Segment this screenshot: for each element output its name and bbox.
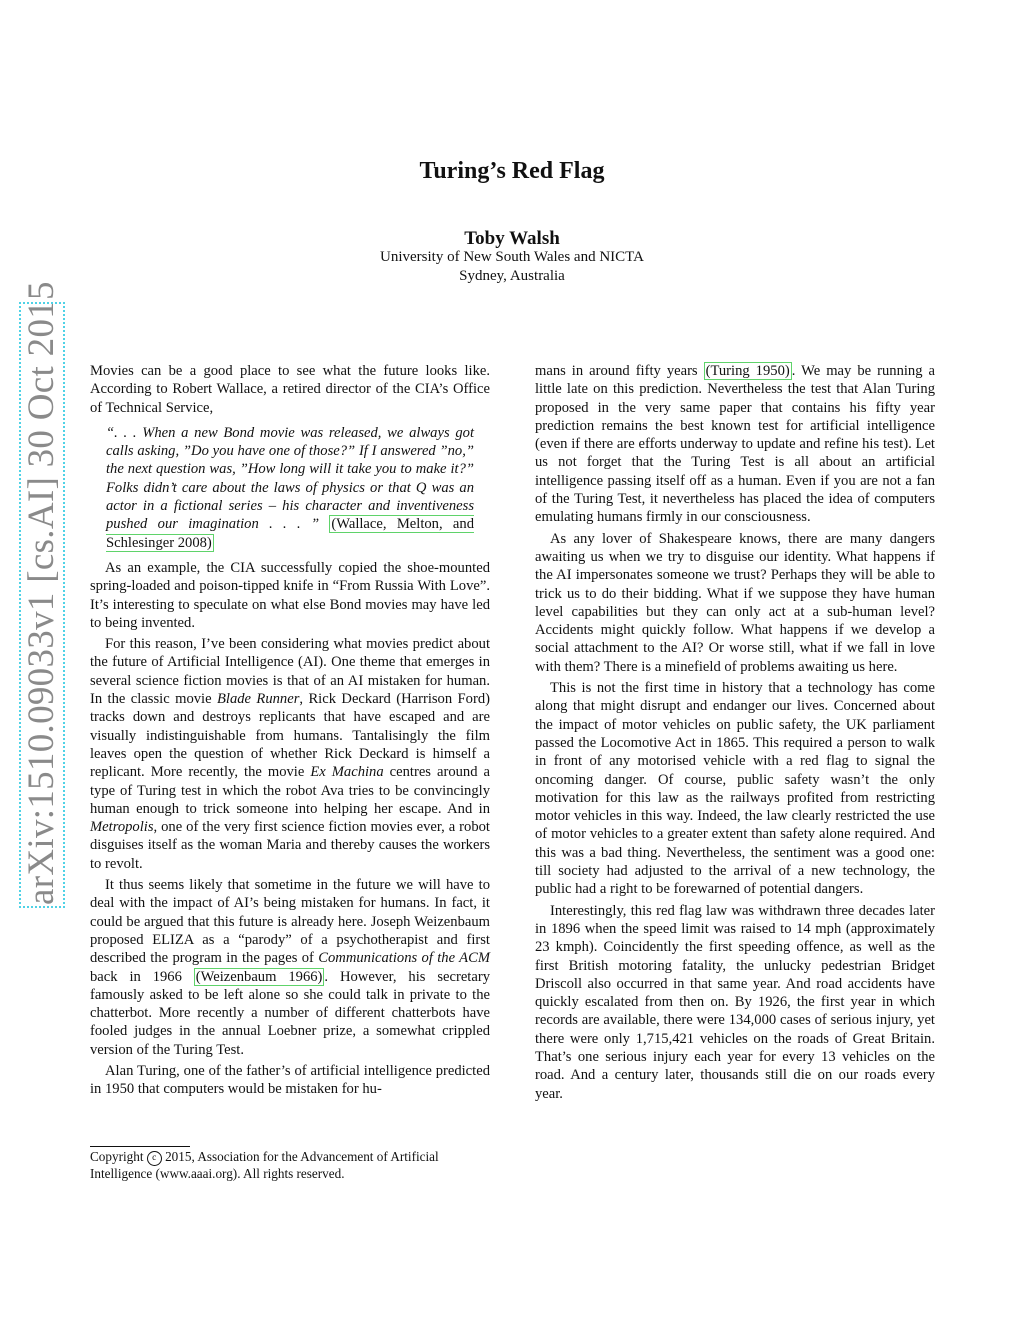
right-column bbox=[535, 362, 935, 1106]
paragraph: Interestingly, this red flag law was withdrawn three decades later in 1896 when the speed limit was raised to 14 mph (approximately 23 kmph). Coincidently the first speeding offence, as well as the first British motoring fatality, the unlucky pedestrian Bridget Driscoll also occurred in that same year. And road accidents have quickly escalated from then on. By 1926, the first year in which records are available, there were 134,000 cases of serious injury, yet there were only 1,715,421 vehicles on the roads of Great Britain. That’s one serious injury each year for every 13 vehicles on the road. And a century later, thousands still die on our roads every year. bbox=[535, 902, 935, 1102]
paragraph bbox=[535, 362, 935, 527]
author-name: Toby Walsh bbox=[464, 228, 560, 249]
footnote-rule bbox=[90, 1146, 190, 1147]
paper-title: Turing’s Red Flag bbox=[419, 158, 605, 184]
text-span: 2015, Association for the Advancement of Artificial Intelligence (www.aaai.org). All rights reserved. bbox=[90, 1149, 439, 1181]
film-title: Ex Machina bbox=[310, 764, 384, 781]
text-span: . We may be running a little late on this prediction. Nevertheless the test that Alan Turing proposed in the very same paper that contains his fifty year prediction remains the best known test for artificial intelligence (even if there are efforts underway to update and refine his test). Let us not forget that the Turing Test is all about an artificial intelligence passing itself off as a human. Even if you are not a fan of the Turing Test, it nevertheless has placed the idea of computers emulating humans firmly in our consciousness. bbox=[535, 363, 935, 526]
text-span: , one of the very first science fiction movies ever, a robot disguises itself as the woman Maria and thereby causes the workers to revolt. bbox=[90, 819, 490, 872]
text-span: It thus seems likely that sometime in the future we will have to deal with the impact of AI’s being mistaken for humans. In fact, it could be argued that this future is already here. Joseph Weizenbaum proposed ELIZA as a “parody” of a psychotherapist and first described the program in the pages of bbox=[90, 877, 490, 967]
text-span: Copyright bbox=[90, 1149, 147, 1164]
film-title: Blade Runner bbox=[216, 691, 300, 708]
paragraph: This is not the first time in history that a technology has come along that might disrupt and endanger our lives. Concerned about the impact of motor vehicles on public safety, the UK parliament passed the Locomotive Act in 1865. This required a person to walk in front of any motorised vehicle with a red flag to signal the oncoming danger. Of course, public safety wasn’t the only motivation for this law as the railways profited from restricting motor vehicles in this way. Indeed, the law clearly restricted the use of motor vehicles to a greater extent than safety alone required. And this was a bad thing. Nevertheless, the sentiment was a good one: till society had adjusted to the arrival of a new technology, the public had a right to be forewarned of potential dangers. bbox=[535, 680, 935, 898]
paragraph: As any lover of Shakespeare knows, there are many dangers awaiting us when we try to disguise our identity. What happens if the AI impersonates someone we trust? Perhaps they will be able to trick us to do their bidding. What if we suppose they have human level capabilities but they can only act at a sub-human level? Accidents might quickly follow. What happens if we develop a social attachment to the AI? Or worse still, what if we fall in love with them? There is a minefield of problems awaiting us here. bbox=[535, 530, 935, 675]
text-span: . However, his secretary famously asked to be left alone so she could talk in private to the chatterbot. More recently a number of different chatterbots have fooled judges in the annual Loebner prize, a somewhat crippled version of the Turing Test. bbox=[90, 968, 490, 1058]
paragraph: As an example, the CIA successfully copied the shoe-mounted spring-loaded and poison-tipped knife in “From Russia With Love”. It’s interesting to speculate on what else Bond movies may have led to being invented. bbox=[90, 559, 490, 631]
block-quote bbox=[106, 424, 474, 552]
left-column bbox=[90, 362, 490, 1102]
text-span: centres around a type of Turing test in which the robot Ava tries to be convincingly human enough to trick someone into helping her escape. And in bbox=[90, 764, 490, 817]
affiliation-line-1: University of New South Wales and NICTA bbox=[380, 249, 644, 265]
citation-link[interactable]: (Wallace, Melton, and Schlesinger 2008) bbox=[106, 516, 474, 551]
text-span: , Rick Deckard (Harrison Ford) tracks down and destroys replicants that have escaped and are visually indistinguishable from humans. Tantalisingly the film leaves open the question of whether Rick Deckard is himself a replicant. More recently, the movie bbox=[90, 691, 490, 781]
film-title: Metropolis bbox=[90, 819, 154, 836]
text-span: back in 1966 bbox=[90, 968, 194, 985]
citation-link[interactable]: (Weizenbaum 1966) bbox=[195, 968, 323, 985]
affiliation-line-2: Sydney, Australia bbox=[459, 268, 565, 284]
text-span: mans in around fifty years bbox=[535, 363, 704, 379]
quote-text: “. . . When a new Bond movie was released, we always got calls asking, ”Do you have one of those?” If I answered ”no,” the next question was, ”How long will it take you to make it?” Folks didn’t care about the laws of physics or that Q was an actor in a fictional series – his character and inventiveness pushed our imagination . . . ” bbox=[106, 424, 474, 533]
paragraph bbox=[90, 635, 490, 873]
copyright-symbol: c bbox=[147, 1151, 162, 1166]
copyright-footnote bbox=[90, 1146, 490, 1183]
journal-title: Communications of the ACM bbox=[318, 950, 490, 967]
citation-link[interactable]: (Turing 1950) bbox=[705, 363, 790, 379]
paragraph: Alan Turing, one of the father’s of artificial intelligence predicted in 1950 that computers would be mistaken for hu- bbox=[90, 1062, 490, 1098]
arxiv-identifier[interactable]: arXiv:1510.09033v1 [cs.AI] 30 Oct 2015 bbox=[21, 281, 62, 905]
paragraph: Movies can be a good place to see what the future looks like. According to Robert Wallace, a retired director of the CIA’s Office of Technical Service, bbox=[90, 363, 490, 416]
text-span: For this reason, I’ve been considering what movies predict about the future of Artificial Intelligence (AI). One theme that emerges in several science fiction movies is that of an AI mistaken for human. In the classic movie bbox=[90, 636, 490, 708]
paragraph bbox=[90, 876, 490, 1059]
